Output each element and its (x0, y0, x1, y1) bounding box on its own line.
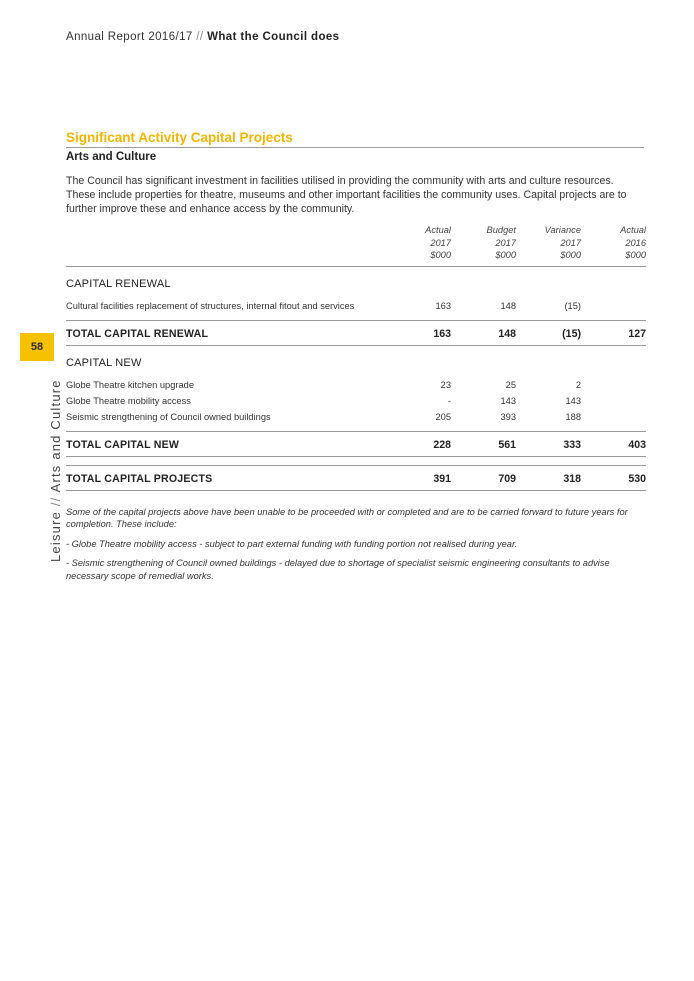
row-label: Globe Theatre kitchen upgrade (66, 379, 195, 390)
cell-variance: (15) (564, 300, 581, 311)
col-unit: $000 (625, 250, 646, 260)
cell-prior (581, 409, 646, 425)
header-prefix: Annual Report 2016/17 (66, 31, 193, 43)
note-paragraph: Some of the capital projects above have been unable to be proceeded with or completed and are to be carried forward to future years for completion. These include: (66, 506, 628, 529)
col-unit: $000 (430, 250, 451, 260)
col-unit: $000 (495, 250, 516, 260)
cell-actual: 163 (435, 300, 451, 311)
cell-prior (581, 393, 646, 409)
grand-total-actual: 391 (386, 465, 451, 490)
grand-total-prior: 530 (581, 465, 646, 490)
note-paragraph: - Globe Theatre mobility access - subject to part external funding with funding portion not realised during year. (66, 538, 518, 549)
cell-prior (581, 298, 646, 314)
total-prior: 127 (581, 320, 646, 345)
row-label: Globe Theatre mobility access (66, 395, 191, 406)
row-label: Cultural facilities replacement of structures, internal fitout and services (66, 300, 355, 311)
cell-prior (581, 377, 646, 393)
column-header-variance-2017 (516, 224, 581, 266)
col-year: 2017 (495, 237, 516, 248)
cell-budget: 393 (500, 411, 516, 422)
spacer-row (66, 456, 646, 465)
grand-total-label: TOTAL CAPITAL PROJECTS (66, 465, 386, 490)
cell-actual: 23 (440, 379, 451, 390)
section-title: Significant Activity Capital Projects (66, 130, 644, 148)
page-header (66, 31, 339, 43)
header-separator: // (196, 31, 204, 43)
grand-total-row (66, 465, 646, 490)
col-year: 2016 (625, 237, 646, 248)
main-content (66, 130, 644, 589)
row-label: Seismic strengthening of Council owned buildings (66, 411, 271, 422)
total-budget: 561 (451, 431, 516, 456)
table-row (66, 377, 646, 393)
cell-variance: 2 (575, 379, 581, 390)
cell-budget: 143 (500, 395, 516, 406)
total-row-new (66, 431, 646, 456)
col-label: Variance (544, 225, 581, 235)
total-label: TOTAL CAPITAL RENEWAL (66, 320, 386, 345)
side-label-part1: Leisure (48, 510, 63, 562)
total-actual: 163 (386, 320, 451, 345)
cell-budget: 148 (500, 300, 516, 311)
header-title: What the Council does (207, 31, 340, 43)
grand-total-variance: 318 (516, 465, 581, 490)
table-row (66, 298, 646, 314)
notes-section (66, 506, 644, 583)
cell-actual: - (447, 395, 451, 406)
capital-renewal-title: CAPITAL RENEWAL (66, 277, 171, 290)
page-number: 58 (30, 341, 44, 353)
total-prior: 403 (581, 431, 646, 456)
cell-actual: 205 (435, 411, 451, 422)
total-variance: 333 (516, 431, 581, 456)
group-title-row (66, 266, 646, 298)
col-label: Actual (425, 225, 451, 235)
total-label: TOTAL CAPITAL NEW (66, 431, 386, 456)
page-number-tab (20, 333, 54, 361)
column-header-actual-2017 (386, 224, 451, 266)
side-label-part2: Arts and Culture (48, 379, 63, 493)
side-label-separator: // (48, 496, 63, 507)
grand-total-budget: 709 (451, 465, 516, 490)
col-year: 2017 (430, 237, 451, 248)
col-year: 2017 (560, 237, 581, 248)
table-row (66, 393, 646, 409)
group-title-row (66, 345, 646, 377)
col-unit: $000 (560, 250, 581, 260)
header-blank (66, 224, 386, 266)
note-paragraph: - Seismic strengthening of Council owned buildings - delayed due to shortage of specialist seismic engineering consultants to advise necessary scope of remedial works. (66, 558, 610, 581)
column-header-budget-2017 (451, 224, 516, 266)
cell-variance: 188 (565, 411, 581, 422)
cell-variance: 143 (565, 395, 581, 406)
total-row-renewal (66, 320, 646, 345)
capital-projects-table (66, 224, 646, 491)
total-actual: 228 (386, 431, 451, 456)
table-row (66, 409, 646, 425)
column-header-actual-2016 (581, 224, 646, 266)
total-budget: 148 (451, 320, 516, 345)
col-label: Actual (620, 225, 646, 235)
cell-budget: 25 (505, 379, 516, 390)
side-section-label (48, 379, 63, 562)
capital-new-title: CAPITAL NEW (66, 356, 142, 369)
col-label: Budget (486, 225, 516, 235)
section-subtitle: Arts and Culture (66, 151, 157, 163)
total-variance: (15) (516, 320, 581, 345)
intro-paragraph: The Council has significant investment in facilities utilised in providing the community with arts and culture resources. These include properties for theatre, museums and other important facilities the community uses. Capital projects are to further improve these and enhance access by the community. (66, 175, 627, 215)
table-header-row (66, 224, 646, 266)
